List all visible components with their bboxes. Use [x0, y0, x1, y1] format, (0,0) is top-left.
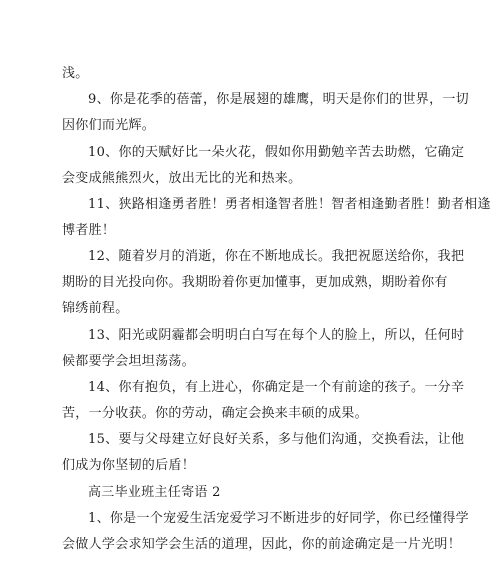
- paragraph-line: 11、狭路相逢勇者胜！勇者相逢智者胜！智者相逢勤者胜！勤者相逢: [88, 197, 491, 212]
- paragraph-line: 14、你有抱负，有上进心，你确定是一个有前途的孩子。一分辛: [88, 380, 465, 395]
- section-heading: 高三毕业班主任寄语 2: [88, 485, 221, 500]
- paragraph-line: 13、阳光或阴霾都会明明白白写在每个人的脸上，所以，任何时: [88, 328, 465, 343]
- paragraph-line: 会变成熊熊烈火，放出无比的光和热来。: [62, 171, 302, 186]
- paragraph-line: 博者胜！: [62, 223, 116, 238]
- paragraph-line: 12、随着岁月的消逝，你在不断地成长。我把祝愿送给你，我把: [88, 249, 465, 264]
- paragraph-line: 锦绣前程。: [62, 301, 129, 316]
- paragraph-line: 因你们而光辉。: [62, 118, 156, 133]
- paragraph-line: 浅。: [62, 66, 89, 81]
- paragraph-line: 候都要学会坦坦荡荡。: [62, 354, 196, 369]
- paragraph-line: 会做人学会求知学会生活的道理，因此，你的前途确定是一片光明！: [62, 537, 462, 552]
- paragraph-line: 期盼的目光投向你。我期盼着你更加懂事，更加成熟，期盼着你有: [62, 275, 448, 290]
- paragraph-line: 9、你是花季的蓓蕾，你是展翅的雄鹰，明天是你们的世界，一切: [88, 92, 469, 107]
- paragraph-line: 1、你是一个宠爱生活宠爱学习不断进步的好同学，你已经懂得学: [88, 511, 469, 526]
- paragraph-line: 15、要与父母建立好良好关系，多与他们沟通，交换看法，让他: [88, 432, 465, 447]
- paragraph-line: 苦，一分收获。你的劳动，确定会换来丰硕的成果。: [62, 406, 368, 421]
- paragraph-line: 们成为你坚韧的后盾！: [62, 458, 196, 473]
- paragraph-line: 10、你的天赋好比一朵火花，假如你用勤勉辛苦去助燃，它确定: [88, 145, 465, 160]
